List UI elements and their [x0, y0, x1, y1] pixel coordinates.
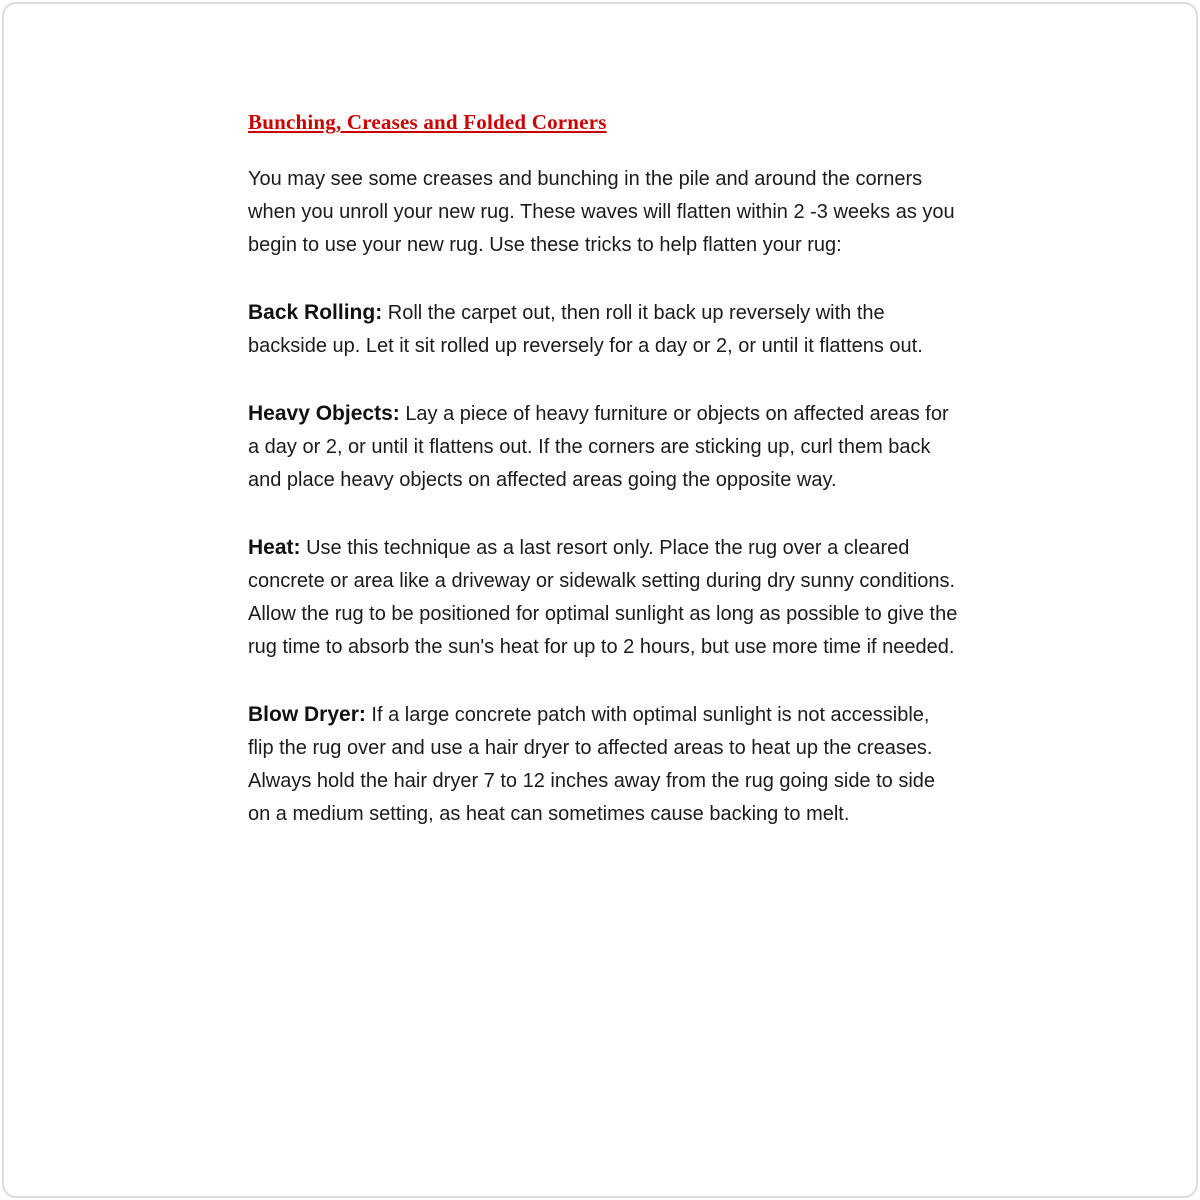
section-label-back-rolling: Back Rolling: — [248, 301, 383, 324]
section-text-back-rolling: Roll the carpet out, then roll it back up reversely with the backside up. Let it sit rolled up reversely for a day or 2, or until it flattens out. — [248, 302, 923, 357]
section-blow-dryer — [248, 698, 960, 831]
section-text-heat: Use this technique as a last resort only. Place the rug over a cleared concrete or area like a driveway or sidewalk setting during dry sunny conditions. Allow the rug to be positioned for optimal sunlight as long as possible to give the rug time to absorb the sun's heat for up to 2 hours, but use more time if needed. — [248, 537, 958, 658]
section-label-heavy-objects: Heavy Objects: — [248, 402, 400, 425]
intro-paragraph: You may see some creases and bunching in the pile and around the corners when you unroll your new rug. These waves will flatten within 2 -3 weeks as you begin to use your new rug. Use these tricks to help flatten your rug: — [248, 168, 955, 256]
section-back-rolling — [248, 296, 960, 363]
section-heat — [248, 531, 960, 664]
section-label-heat: Heat: — [248, 536, 301, 559]
section-label-blow-dryer: Blow Dryer: — [248, 703, 366, 726]
section-heavy-objects — [248, 397, 960, 497]
section-text-heavy-objects: Lay a piece of heavy furniture or objects on affected areas for a day or 2, or until it flattens out. If the corners are sticking up, curl them back and place heavy objects on affected areas going the opposite way. — [248, 403, 949, 491]
document-heading: Bunching, Creases and Folded Corners — [248, 110, 607, 134]
section-text-blow-dryer: If a large concrete patch with optimal sunlight is not accessible, flip the rug over and use a hair dryer to affected areas to heat up the creases. Always hold the hair dryer 7 to 12 inches away from the rug going side to side on a medium setting, as heat can sometimes cause backing to melt. — [248, 704, 936, 825]
document-body — [248, 110, 960, 865]
